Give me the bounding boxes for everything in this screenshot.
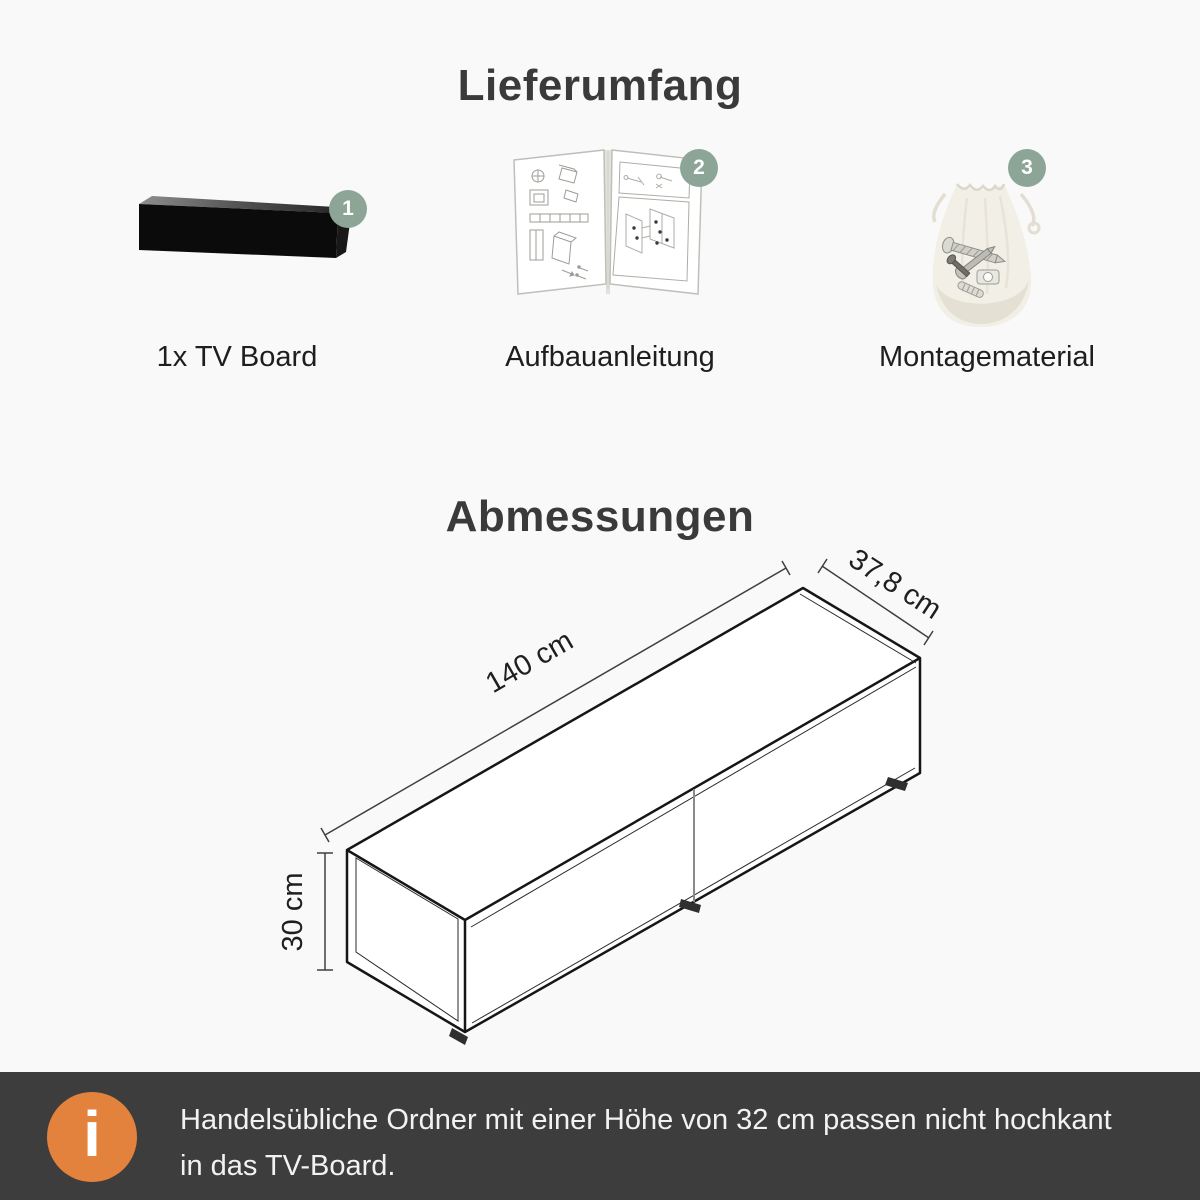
hardware-bag-icon [905, 158, 1060, 340]
item-label-tv-board: 1x TV Board [156, 341, 318, 373]
badge-number: 2 [693, 156, 705, 179]
length-dimension-label: 140 cm [480, 624, 579, 700]
tv-board-outline [347, 588, 920, 1032]
item-badge-3 [1008, 149, 1046, 187]
dimensions-section-title: Abmessungen [445, 491, 755, 541]
delivery-section-title: Lieferumfang [457, 61, 743, 111]
item-badge-2 [680, 149, 718, 187]
height-dimension-line [317, 853, 333, 970]
item-label-hardware: Montagematerial [879, 341, 1095, 373]
badge-number: 3 [1021, 156, 1033, 179]
note-text-line-2: in das TV-Board. [180, 1150, 396, 1182]
depth-dimension-label: 37,8 cm [842, 542, 947, 626]
tv-board-image [139, 196, 355, 260]
tv-board-icon [139, 196, 355, 260]
item-label-manual: Aufbauanleitung [505, 341, 715, 373]
info-icon [47, 1092, 137, 1182]
note-text-line-1: Handelsübliche Ordner mit einer Höhe von 32 cm passen nicht hochkant [180, 1104, 1112, 1136]
info-icon-glyph: i [83, 1098, 101, 1170]
height-dimension-label: 30 cm [277, 872, 309, 952]
item-badge-1 [329, 190, 367, 228]
hardware-bag-image [905, 158, 1060, 340]
badge-number: 1 [342, 197, 354, 220]
dimension-diagram [270, 540, 980, 1080]
